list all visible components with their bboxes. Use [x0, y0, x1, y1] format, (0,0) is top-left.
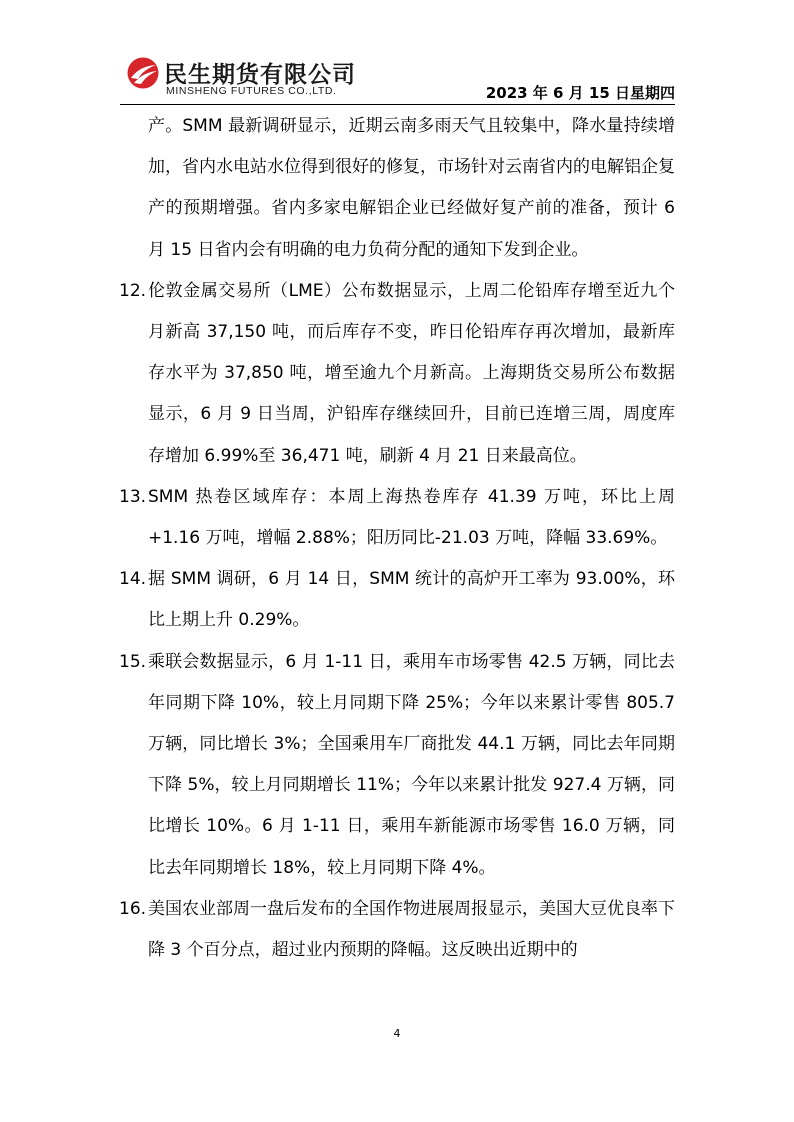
header-divider — [120, 104, 675, 105]
page-number: 4 — [393, 1027, 401, 1040]
paragraph-text: SMM 热卷区域库存：本周上海热卷库存 41.39 万吨，环比上周+1.16 万吨，增幅 2.88%；阳历同比-21.03 万吨，降幅 33.69%。 — [148, 486, 675, 549]
list-item-16 — [120, 889, 675, 971]
list-item-14 — [120, 559, 675, 641]
report-date: 2023 年 6 月 15 日星期四 — [485, 84, 675, 102]
paragraph-text: 产。SMM 最新调研显示，近期云南多雨天气且较集中，降水量持续增加，省内水电站水位得到很好的修复，市场针对云南省内的电解铝企复产的预期增强。省内多家电解铝企业已经做好复产前的准备，预计 6 月 15 日省内会有明确的电力负荷分配的通知下发到企业。 — [148, 116, 675, 260]
list-number: 14. — [119, 569, 147, 590]
paragraph-text: 据 SMM 调研，6 月 14 日，SMM 统计的高炉开工率为 93.00%，环比上期上升 0.29%。 — [148, 569, 675, 631]
list-number: 12. — [119, 280, 147, 301]
paragraph-text: 伦敦金属交易所（LME）公布数据显示，上周二伦铅库存增至近九个月新高 37,150 吨，而后库存不变，昨日伦铅库存再次增加，最新库存水平为 37,850 吨，增至逾九个月新高。上海期货交易所公布数据显示，6 月 9 日当周，沪铅库存继续回升，目前已连增三周，周度库存增加 6.99%至 36,471 吨，刷新 4 月 21 日来最高位。 — [148, 280, 675, 466]
list-number: 13. — [119, 486, 147, 507]
list-item-15 — [120, 642, 675, 889]
company-name-en: MINSHENG FUTURES CO.,LTD. — [166, 85, 337, 97]
paragraph-continued — [120, 106, 675, 271]
document-body — [120, 106, 675, 971]
list-number: 15. — [119, 651, 147, 672]
company-name-cn: 民生期货有限公司 — [164, 62, 356, 88]
paragraph-text: 美国农业部周一盘后发布的全国作物进展周报显示，美国大豆优良率下降 3 个百分点，超过业内预期的降幅。这反映出近期中的 — [148, 898, 675, 961]
minsheng-logo-icon — [126, 56, 160, 90]
list-number: 16. — [119, 898, 147, 919]
page-header — [120, 52, 675, 104]
list-item-13 — [120, 477, 675, 559]
paragraph-text: 乘联会数据显示，6 月 1-11 日，乘用车市场零售 42.5 万辆，同比去年同期下降 10%，较上月同期下降 25%；今年以来累计零售 805.7 万辆，同比增长 3%；全国乘用车厂商批发 44.1 万辆，同比去年同期下降 5%，较上月同期增长 11%；今年以来累计批发 927.4 万辆，同比增长 10%。6 月 1-11 日，乘用车新能源市场零售 16.0 万辆，同比去年同期增长 18%，较上月同期下降 4%。 — [148, 651, 675, 878]
list-item-12 — [120, 271, 675, 477]
